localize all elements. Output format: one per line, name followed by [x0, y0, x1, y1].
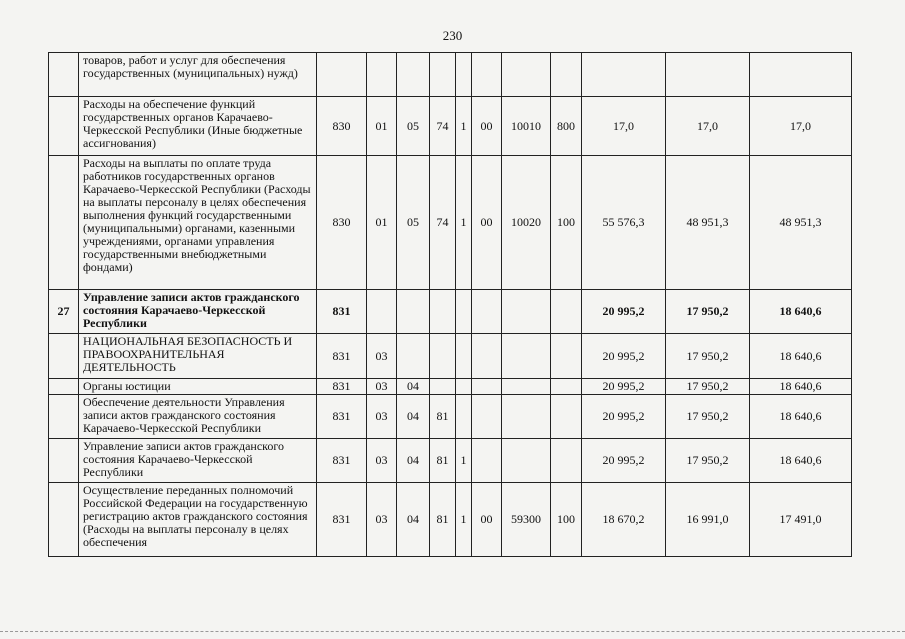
expense-type-cell	[551, 290, 582, 334]
expense-type-cell	[551, 53, 582, 97]
expense-code-cell	[502, 379, 551, 395]
subprogram-cell	[456, 395, 472, 439]
section-cell: 03	[367, 483, 397, 557]
gov-code-cell: 830	[317, 97, 367, 156]
amount-year2-cell: 17 950,2	[666, 334, 750, 379]
row-name-cell: Управление записи актов гражданского состояния Карачаево-Черкесской Республики	[79, 290, 317, 334]
subprogram-cell: 1	[456, 483, 472, 557]
amount-year1-cell: 20 995,2	[582, 334, 666, 379]
section-cell	[367, 53, 397, 97]
amount-year3-cell: 17,0	[750, 97, 852, 156]
row-number-cell	[49, 379, 79, 395]
program-cell: 81	[430, 395, 456, 439]
expense-code-cell: 10010	[502, 97, 551, 156]
amount-year1-cell	[582, 53, 666, 97]
subsection-cell: 05	[397, 97, 430, 156]
row-name-cell: товаров, работ и услуг для обеспечения государственных (муниципальных) нужд)	[79, 53, 317, 97]
section-cell: 01	[367, 97, 397, 156]
row-number-cell	[49, 97, 79, 156]
page-number: 230	[442, 28, 463, 43]
row-name-cell: Расходы на выплаты по оплате труда работников государственных органов Карачаево-Черкесской Республики (Расходы на выплаты персоналу в целях обеспечения выполнения функций государственными (муниципальными) органами, казенными учреждениями, органами управления государственными внебюджетными фондами)	[79, 156, 317, 290]
program-cell: 74	[430, 97, 456, 156]
expense-type-cell	[551, 439, 582, 483]
subsection-cell	[397, 334, 430, 379]
direction-cell: 00	[472, 97, 502, 156]
subprogram-cell: 1	[456, 97, 472, 156]
direction-cell: 00	[472, 483, 502, 557]
subprogram-cell: 1	[456, 439, 472, 483]
amount-year2-cell	[666, 53, 750, 97]
section-cell: 03	[367, 395, 397, 439]
section-cell: 03	[367, 379, 397, 395]
expense-code-cell	[502, 334, 551, 379]
expense-type-cell	[551, 379, 582, 395]
subprogram-cell	[456, 379, 472, 395]
subsection-cell: 04	[397, 379, 430, 395]
expense-code-cell	[502, 439, 551, 483]
section-cell: 01	[367, 156, 397, 290]
row-name-cell: Обеспечение деятельности Управления записи актов гражданского состояния Карачаево-Черкесской Республики	[79, 395, 317, 439]
table-row	[49, 439, 852, 483]
gov-code-cell: 831	[317, 334, 367, 379]
row-name-cell: Управление записи актов гражданского состояния Карачаево-Черкесской Республики	[79, 439, 317, 483]
subsection-cell	[397, 53, 430, 97]
table-row	[49, 97, 852, 156]
expense-type-cell	[551, 395, 582, 439]
amount-year2-cell: 48 951,3	[666, 156, 750, 290]
amount-year2-cell: 17 950,2	[666, 290, 750, 334]
budget-table	[48, 52, 852, 557]
subsection-cell: 04	[397, 483, 430, 557]
amount-year1-cell: 20 995,2	[582, 439, 666, 483]
table-row	[49, 156, 852, 290]
row-number-cell: 27	[49, 290, 79, 334]
table-row	[49, 483, 852, 557]
row-name-cell: НАЦИОНАЛЬНАЯ БЕЗОПАСНОСТЬ И ПРАВООХРАНИТЕЛЬНАЯ ДЕЯТЕЛЬНОСТЬ	[79, 334, 317, 379]
direction-cell: 00	[472, 156, 502, 290]
row-number-cell	[49, 53, 79, 97]
row-number-cell	[49, 439, 79, 483]
amount-year1-cell: 20 995,2	[582, 379, 666, 395]
gov-code-cell: 831	[317, 379, 367, 395]
expense-type-cell: 100	[551, 483, 582, 557]
amount-year3-cell: 18 640,6	[750, 439, 852, 483]
amount-year2-cell: 17,0	[666, 97, 750, 156]
expense-type-cell	[551, 334, 582, 379]
amount-year1-cell: 17,0	[582, 97, 666, 156]
gov-code-cell: 830	[317, 156, 367, 290]
gov-code-cell: 831	[317, 483, 367, 557]
row-number-cell	[49, 156, 79, 290]
program-cell: 81	[430, 439, 456, 483]
table-row	[49, 53, 852, 97]
table-row	[49, 290, 852, 334]
amount-year3-cell: 18 640,6	[750, 334, 852, 379]
section-cell	[367, 290, 397, 334]
row-name-cell: Осуществление переданных полномочий Российской Федерации на государственную регистрацию актов гражданского состояния (Расходы на выплаты персоналу в целях обеспечения	[79, 483, 317, 557]
row-number-cell	[49, 483, 79, 557]
subprogram-cell	[456, 53, 472, 97]
amount-year3-cell: 18 640,6	[750, 395, 852, 439]
program-cell	[430, 379, 456, 395]
subsection-cell: 05	[397, 156, 430, 290]
table-row	[49, 379, 852, 395]
expense-code-cell	[502, 53, 551, 97]
program-cell	[430, 334, 456, 379]
direction-cell	[472, 395, 502, 439]
gov-code-cell: 831	[317, 439, 367, 483]
row-number-cell	[49, 395, 79, 439]
expense-code-cell	[502, 395, 551, 439]
amount-year3-cell: 18 640,6	[750, 290, 852, 334]
expense-code-cell	[502, 290, 551, 334]
subprogram-cell	[456, 290, 472, 334]
program-cell	[430, 53, 456, 97]
gov-code-cell: 831	[317, 290, 367, 334]
amount-year2-cell: 17 950,2	[666, 379, 750, 395]
amount-year2-cell: 17 950,2	[666, 395, 750, 439]
scan-edge-line	[0, 631, 905, 633]
direction-cell	[472, 334, 502, 379]
row-name-cell: Органы юстиции	[79, 379, 317, 395]
gov-code-cell	[317, 53, 367, 97]
direction-cell	[472, 439, 502, 483]
amount-year1-cell: 20 995,2	[582, 395, 666, 439]
program-cell: 81	[430, 483, 456, 557]
direction-cell	[472, 290, 502, 334]
section-cell: 03	[367, 334, 397, 379]
expense-type-cell: 800	[551, 97, 582, 156]
gov-code-cell: 831	[317, 395, 367, 439]
row-number-cell	[49, 334, 79, 379]
amount-year2-cell: 16 991,0	[666, 483, 750, 557]
table-row	[49, 395, 852, 439]
section-cell: 03	[367, 439, 397, 483]
program-cell: 74	[430, 156, 456, 290]
amount-year3-cell: 17 491,0	[750, 483, 852, 557]
expense-code-cell: 59300	[502, 483, 551, 557]
direction-cell	[472, 379, 502, 395]
subsection-cell	[397, 290, 430, 334]
amount-year3-cell	[750, 53, 852, 97]
expense-type-cell: 100	[551, 156, 582, 290]
amount-year3-cell: 18 640,6	[750, 379, 852, 395]
amount-year1-cell: 18 670,2	[582, 483, 666, 557]
amount-year1-cell: 55 576,3	[582, 156, 666, 290]
subsection-cell: 04	[397, 395, 430, 439]
expense-code-cell: 10020	[502, 156, 551, 290]
subprogram-cell: 1	[456, 156, 472, 290]
row-name-cell: Расходы на обеспечение функций государственных органов Карачаево-Черкесской Республики (Иные бюджетные ассигнования)	[79, 97, 317, 156]
subprogram-cell	[456, 334, 472, 379]
amount-year3-cell: 48 951,3	[750, 156, 852, 290]
direction-cell	[472, 53, 502, 97]
amount-year1-cell: 20 995,2	[582, 290, 666, 334]
amount-year2-cell: 17 950,2	[666, 439, 750, 483]
subsection-cell: 04	[397, 439, 430, 483]
program-cell	[430, 290, 456, 334]
table-row	[49, 334, 852, 379]
